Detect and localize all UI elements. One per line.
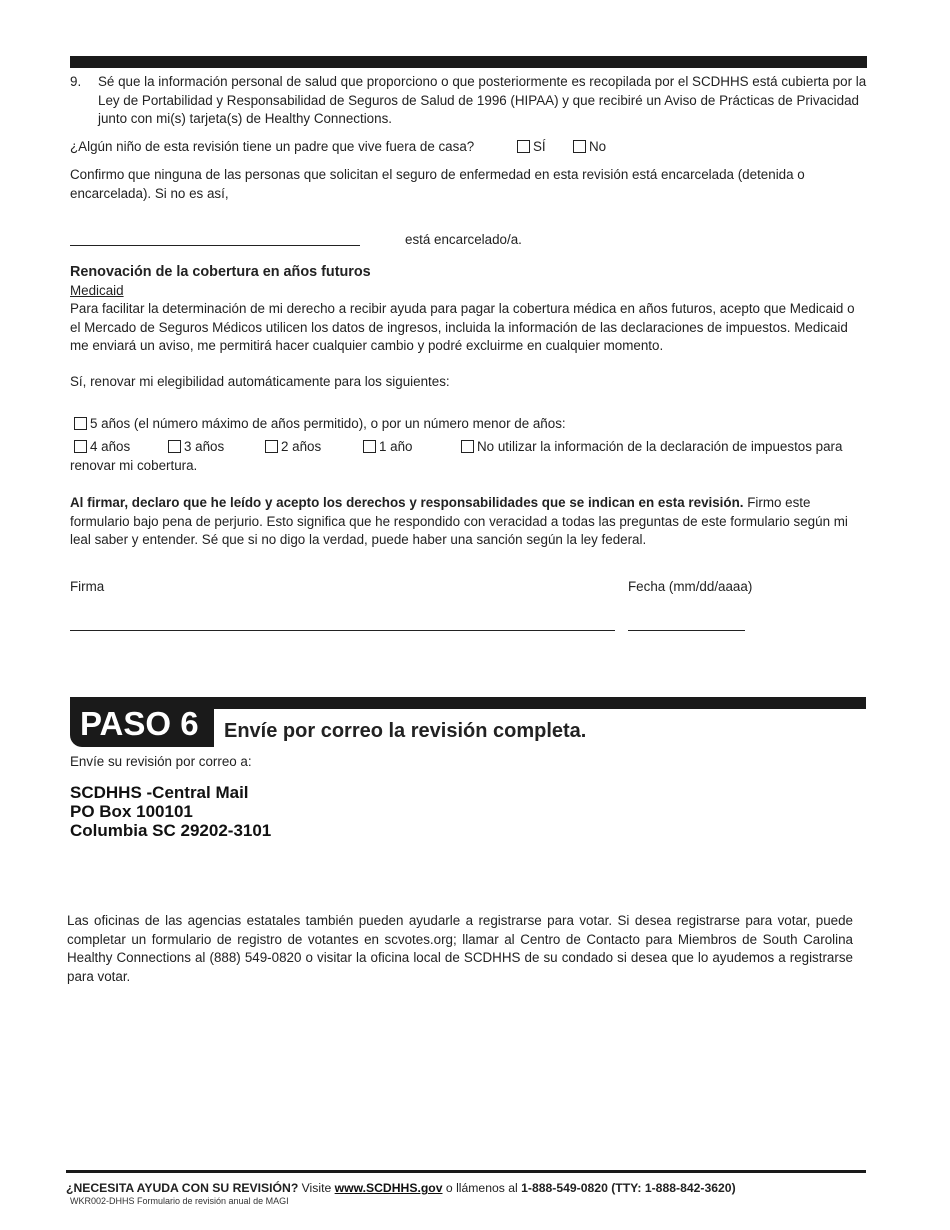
parent-no-checkbox[interactable]: [573, 140, 586, 153]
step-6-title: Envíe por correo la revisión completa.: [224, 720, 587, 742]
parent-yes-checkbox[interactable]: [517, 140, 530, 153]
renew-4-years-option[interactable]: [74, 438, 130, 457]
signature-label: Firma: [70, 579, 105, 594]
renewal-heading: Renovación de la cobertura en años futuros: [70, 264, 371, 280]
renew-none-label: No utilizar la información de la declaración de impuestos para: [477, 439, 843, 454]
help-call: o llámenos al: [442, 1181, 522, 1195]
incarcerated-name-field[interactable]: [70, 245, 360, 246]
incarceration-text: Confirmo que ninguna de las personas que solicitan el seguro de enfermedad en esta revisión está encarcelada (detenida o encarcelada). Si no es así,: [70, 167, 805, 201]
step-6-tab: PASO 6: [70, 697, 214, 747]
top-rule: [70, 56, 867, 68]
renew-2-years-option[interactable]: [265, 438, 321, 457]
help-phone: 1-888-549-0820 (TTY: 1-888-842-3620): [521, 1181, 736, 1195]
renew-years-options: [70, 438, 867, 478]
scdhhs-link[interactable]: www.SCDHHS.gov: [334, 1181, 443, 1195]
renew-2-years-checkbox[interactable]: [265, 440, 278, 453]
declaration-bold: Al firmar, declaro que he leído y acepto los derechos y responsabilidades que se indican en esta revisión.: [70, 495, 744, 510]
renew-none-checkbox[interactable]: [461, 440, 474, 453]
renew-5-years-label: 5 años (el número máximo de años permitido), o por un número menor de años:: [90, 416, 566, 431]
renewal-subheading: Medicaid: [70, 283, 124, 298]
renew-2-years-label: 2 años: [281, 439, 322, 454]
signature-field[interactable]: [70, 630, 615, 631]
help-footer: [66, 1179, 736, 1198]
help-visit: Visite: [298, 1181, 335, 1195]
renew-3-years-option[interactable]: [168, 438, 224, 457]
mail-address: [70, 783, 271, 840]
auto-renew-text: Sí, renovar mi elegibilidad automáticamente para los siguientes:: [70, 374, 450, 389]
parent-question-text: ¿Algún niño de esta revisión tiene un padre que vive fuera de casa?: [70, 139, 475, 154]
parent-no-label: No: [589, 139, 607, 154]
form-id: WKR002-DHHS Formulario de revisión anual de MAGI: [70, 1196, 289, 1206]
incarceration-suffix: está encarcelado/a.: [405, 232, 522, 247]
parent-yes-option[interactable]: [517, 138, 546, 157]
renew-none-label-cont: renovar mi cobertura.: [70, 458, 198, 473]
renew-5-years-checkbox[interactable]: [74, 417, 87, 430]
date-field[interactable]: [628, 630, 745, 631]
renew-1-year-checkbox[interactable]: [363, 440, 376, 453]
bottom-rule: [66, 1170, 866, 1173]
item-9-number: 9.: [70, 74, 82, 89]
renew-1-year-option[interactable]: [363, 438, 413, 457]
parent-no-option[interactable]: [573, 138, 606, 157]
renew-4-years-checkbox[interactable]: [74, 440, 87, 453]
declaration-text: Firmo este formulario bajo pena de perjurio. Esto significa que he respondido con veracidad a todas las preguntas de este formulario según mi leal saber y entender. Sé que si no digo la verdad, puede haber una sanción según la ley federal.: [70, 495, 848, 547]
help-question: ¿NECESITA AYUDA CON SU REVISIÓN?: [66, 1181, 299, 1195]
renew-4-years-label: 4 años: [90, 439, 131, 454]
item-9-text: Sé que la información personal de salud que proporciono o que posteriormente es recopilada por el SCDHHS está cubierta por la Ley de Portabilidad y Responsabilidad de Seguros de Salud de 1996 (HIPAA) y que recibiré un Aviso de Prácticas de Privacidad junto con mi(s) tarjeta(s) de Healthy Connections.: [98, 74, 867, 126]
address-line-1: SCDHHS -Central Mail: [70, 783, 249, 802]
renew-1-year-label: 1 año: [379, 439, 413, 454]
parent-yes-label: SÍ: [533, 139, 546, 154]
voter-registration-info: Las oficinas de las agencias estatales también pueden ayudarle a registrarse para votar. Si desea registrarse para votar, puede completar un formulario de registro de votantes en scvotes.org; llamar al Centro de Contacto para Miembros de South Carolina Healthy Connections al (888) 549-0820 o visitar la oficina local de SCDHHS de su condado si desea que lo ayudemos a registrarse para votar.: [67, 913, 853, 984]
declaration: [70, 494, 867, 550]
mail-intro: Envíe su revisión por correo a:: [70, 754, 252, 769]
renew-3-years-checkbox[interactable]: [168, 440, 181, 453]
address-line-2: PO Box 100101: [70, 802, 193, 821]
parent-question-row: [70, 138, 867, 157]
address-line-3: Columbia SC 29202-3101: [70, 821, 272, 840]
date-label: Fecha (mm/dd/aaaa): [628, 579, 753, 594]
renewal-text: Para facilitar la determinación de mi derecho a recibir ayuda para pagar la cobertura médica en años futuros, acepto que Medicaid o el Mercado de Seguros Médicos utilicen los datos de ingresos, incluida la información de las declaraciones de impuestos. Medicaid me enviará un aviso, me permitirá hacer cualquier cambio y podré excluirme en cualquier momento.: [70, 301, 855, 353]
renew-3-years-label: 3 años: [184, 439, 225, 454]
renew-none-option[interactable]: [461, 438, 842, 457]
renew-5-years-option[interactable]: [74, 415, 871, 434]
